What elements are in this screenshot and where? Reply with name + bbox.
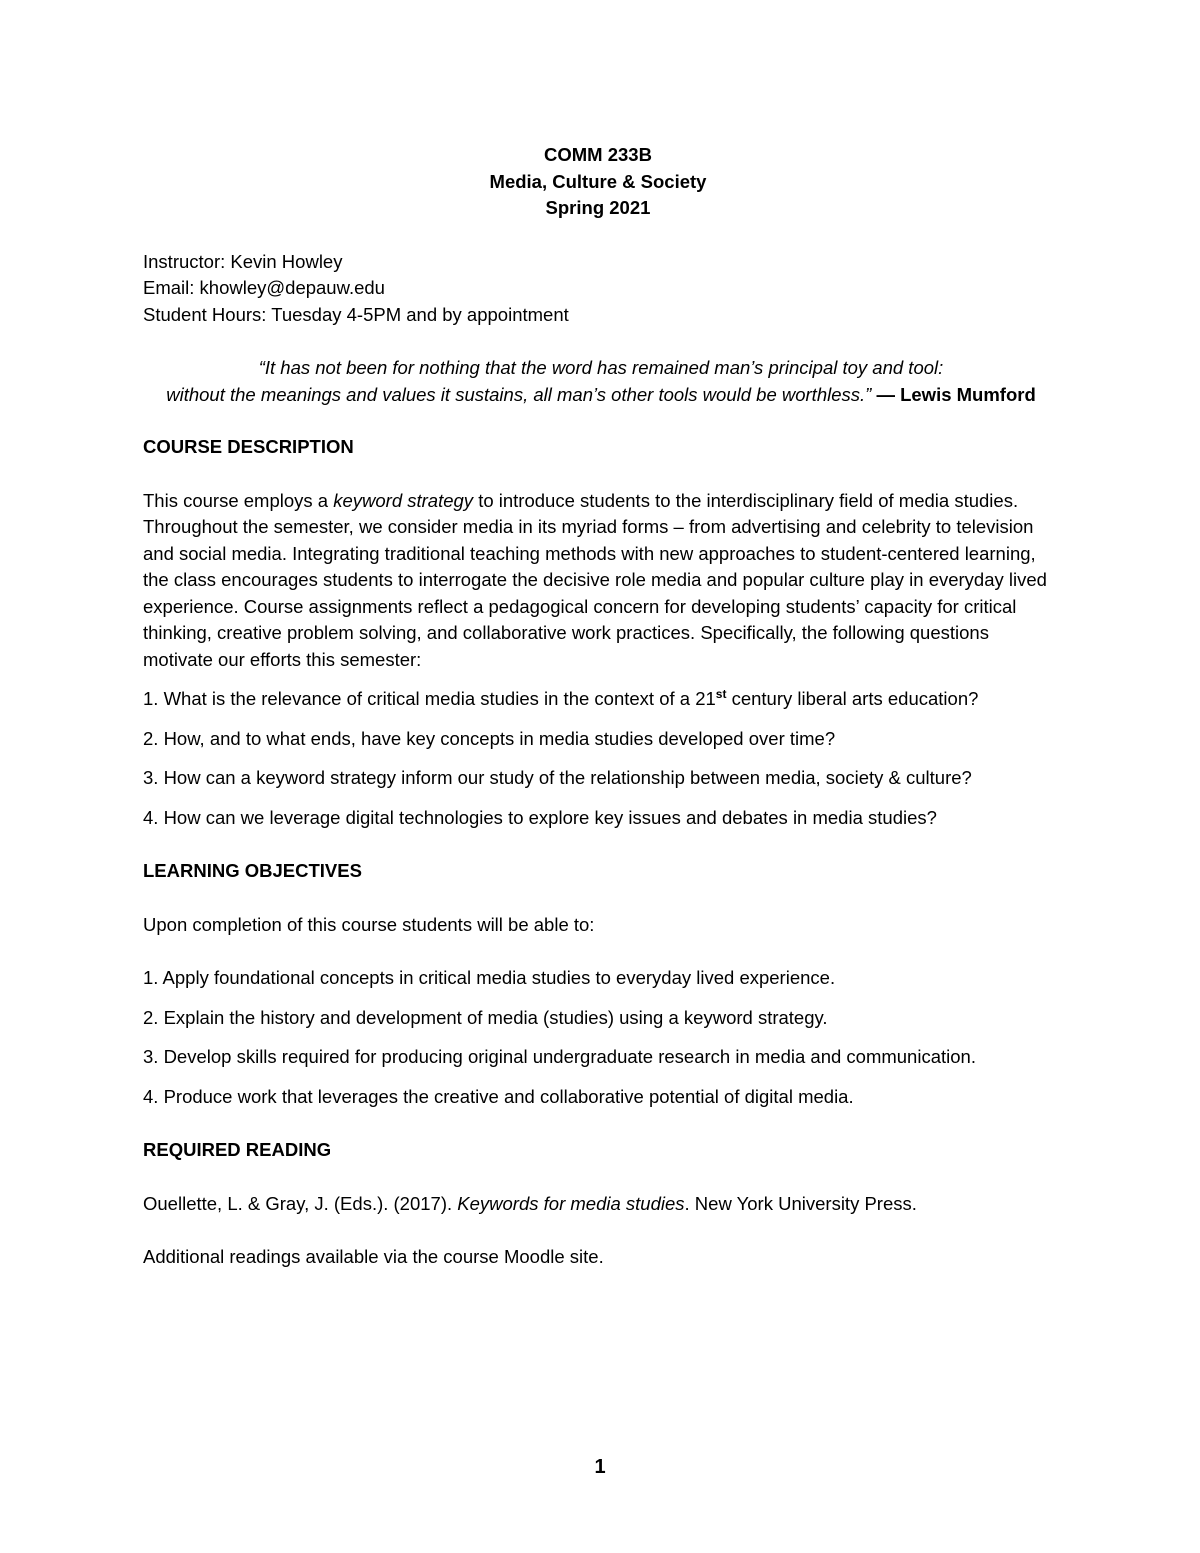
page-content [143,142,1058,1271]
question-item [143,686,1058,713]
spacer [143,328,1058,355]
hours-line: Student Hours: Tuesday 4-5PM and by appointment [143,303,569,325]
course-code: COMM 233B [544,144,652,165]
spacer [143,1123,1058,1137]
course-title: Media, Culture & Society [489,170,707,192]
required-reading-citation [143,1191,1058,1218]
question-1-superscript: st [715,686,727,701]
description-emphasis: keyword strategy [333,489,474,511]
objective-item: 4. Produce work that leverages the creative and collaborative potential of digital media. [143,1085,854,1107]
objective-item: 2. Explain the history and development of media (studies) using a keyword strategy. [143,1006,828,1028]
spacer [143,885,1058,912]
question-item: 2. How, and to what ends, have key concepts in media studies developed over time? [143,727,836,749]
course-term: Spring 2021 [545,197,651,218]
spacer [143,1164,1058,1191]
learning-objectives-heading: LEARNING OBJECTIVES [143,860,362,881]
spacer [143,844,1058,858]
email-line: Email: khowley@depauw.edu [143,277,385,298]
guiding-questions-list [143,686,1058,831]
additional-readings-note: Additional readings available via the course Moodle site. [143,1246,604,1267]
learning-objectives-intro: Upon completion of this course students will be able to: [143,913,595,935]
question-1-after: century liberal arts education? [726,688,979,709]
spacer [143,408,1058,434]
page-number: 1 [594,1456,606,1478]
question-1-before: 1. What is the relevance of critical media studies in the context of a 21 [143,688,716,709]
question-item: 3. How can a keyword strategy inform our study of the relationship between media, society & culture? [143,767,972,788]
objective-item: 3. Develop skills required for producing original undergraduate research in media and communication. [143,1046,976,1067]
quote-author: Lewis Mumford [900,383,1036,405]
quote-line-2-text: without the meanings and values it sustains, all man’s other tools would be worthless.” [166,383,872,405]
title-block [143,142,1053,222]
citation-start: Ouellette, L. & Gray, J. (Eds.). (2017). [143,1192,458,1214]
question-item: 4. How can we leverage digital technologies to explore key issues and debates in media studies? [143,806,937,828]
learning-objectives-list [143,965,1058,1110]
quote-dash: — [871,383,901,405]
instructor-info [143,249,1058,329]
required-reading-heading: REQUIRED READING [143,1139,332,1160]
course-description-heading: COURSE DESCRIPTION [143,436,354,457]
description-rest: to introduce students to the interdisciplinary field of media studies. Throughout the semester, we consider media in its myriad forms – from advertising and celebrity to television and social media. Integrating traditional teaching methods with new approaches to student-centered learning, the class encourages students to interrogate the decisive role media and popular culture play in everyday lived experience. Course assignments reflect a pedagogical concern for developing students’ capacity for critical thinking, creative problem solving, and collaborative work practices. Specifically, the following questions motivate our efforts this semester: [143,489,1047,670]
citation-title: Keywords for media studies [457,1192,685,1214]
course-description-paragraph [143,488,1058,674]
quote-line-2 [96,382,1106,409]
spacer [143,461,1058,488]
instructor-line: Instructor: Kevin Howley [143,250,343,272]
quote-line-1: “It has not been for nothing that the word has remained man’s principal toy and tool: [258,357,944,378]
citation-end: . New York University Press. [684,1192,917,1214]
epigraph-quote [96,355,1106,408]
objective-item: 1. Apply foundational concepts in critical media studies to everyday lived experience. [143,967,836,988]
description-start: This course employs a [143,489,334,511]
spacer [143,222,1058,249]
